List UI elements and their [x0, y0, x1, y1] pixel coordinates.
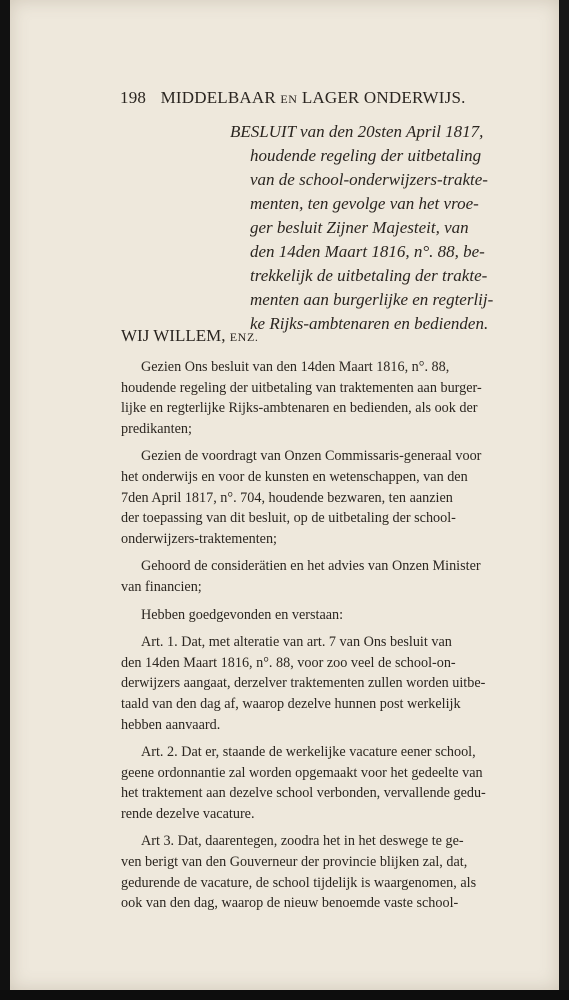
text-line: rende dezelve vacature. [121, 805, 255, 822]
paragraph [121, 556, 531, 597]
text-line: lijke en regterlijke Rijks-ambtenaren en bedienden, als ook der [121, 400, 478, 417]
header-title-part1: MIDDELBAAR [160, 88, 276, 107]
text-line: onderwijzers-traktementen; [121, 530, 277, 547]
text-line: hebben aanvaard. [121, 716, 221, 733]
decree-line: BESLUIT van den 20sten April 1817, [230, 122, 484, 141]
text-line: Gezien Ons besluit van den 14den Maart 1816, n°. 88, [141, 359, 450, 375]
decree-line: ke Rijks-ambtenaren en bedienden. [250, 314, 489, 333]
body-text [121, 357, 531, 921]
text-line: der toepassing van dit besluit, op de uitbetaling der school- [121, 510, 456, 527]
paragraph [121, 357, 531, 439]
paragraph [121, 632, 531, 735]
decree-line: trekkelijk de uitbetaling der trakte- [250, 266, 488, 285]
opening-main: WIJ WILLEM, [121, 326, 226, 345]
decree-heading [230, 120, 530, 336]
scan-border-right [559, 0, 569, 1000]
text-line: het onderwijs en voor de kunsten en wetenschappen, van den [121, 468, 468, 485]
text-line: taald van den dag af, waarop dezelve hunnen post werkelijk [121, 695, 461, 712]
text-line: 7den April 1817, n°. 704, houdende bezwaren, ten aanzien [121, 489, 453, 506]
running-header [120, 88, 490, 108]
text-line: Art. 1. Dat, met alteratie van art. 7 van Ons besluit van [141, 634, 452, 651]
page-number: 198 [120, 88, 147, 107]
text-line: gedurende de vacature, de school tijdelijk is waargenomen, als [121, 874, 477, 891]
text-line: geene ordonnantie zal worden opgemaakt voor het gedeelte van [121, 764, 483, 781]
text-line: Art 3. Dat, daarentegen, zoodra het in het deswege te ge- [141, 833, 464, 850]
text-line: ook van den dag, waarop de nieuw benoemde vaste school- [121, 895, 459, 912]
decree-line: ger besluit Zijner Majesteit, van [250, 218, 469, 237]
text-line: Hebben goedgevonden en verstaan: [141, 606, 344, 623]
paragraph [121, 446, 531, 549]
decree-line: van de school-onderwijzers-trakte- [250, 170, 488, 189]
scan-border-bottom [0, 990, 569, 1000]
text-line: predikanten; [121, 420, 192, 437]
decree-line: houdende regeling der uitbetaling [250, 146, 482, 165]
text-line: den 14den Maart 1816, n°. 88, voor zoo veel de school-on- [121, 654, 456, 671]
opening-small: ENZ. [229, 330, 259, 344]
paragraph [121, 831, 531, 913]
paragraph [121, 605, 531, 626]
text-line: Gehoord de considerätien en het advies van Onzen Minister [141, 558, 481, 575]
text-line: het traktement aan dezelve school verbonden, vervallende gedu- [121, 785, 486, 802]
decree-line: menten, ten gevolge van het vroe- [250, 194, 479, 213]
text-line: houdende regeling der uitbetaling van traktementen aan burger- [121, 379, 482, 396]
text-line: Art. 2. Dat er, staande de werkelijke vacature eener school, [141, 744, 476, 761]
text-line: ven berigt van den Gouverneur der provincie blijken zal, dat, [121, 854, 468, 871]
paragraph [121, 742, 531, 824]
decree-line: menten aan burgerlijke en regterlij- [250, 290, 494, 309]
decree-line: den 14den Maart 1816, n°. 88, be- [250, 242, 485, 261]
text-line: van financien; [121, 578, 202, 595]
text-line: derwijzers aangaat, derzelver traktementen zullen worden uitbe- [121, 675, 486, 692]
text-line: Gezien de voordragt van Onzen Commissaris-generaal voor [141, 448, 482, 465]
opening-formula [121, 326, 258, 346]
scan-border-left [0, 0, 10, 1000]
header-title-part2: LAGER ONDERWIJS. [301, 88, 466, 107]
header-title-en: EN [280, 92, 298, 106]
